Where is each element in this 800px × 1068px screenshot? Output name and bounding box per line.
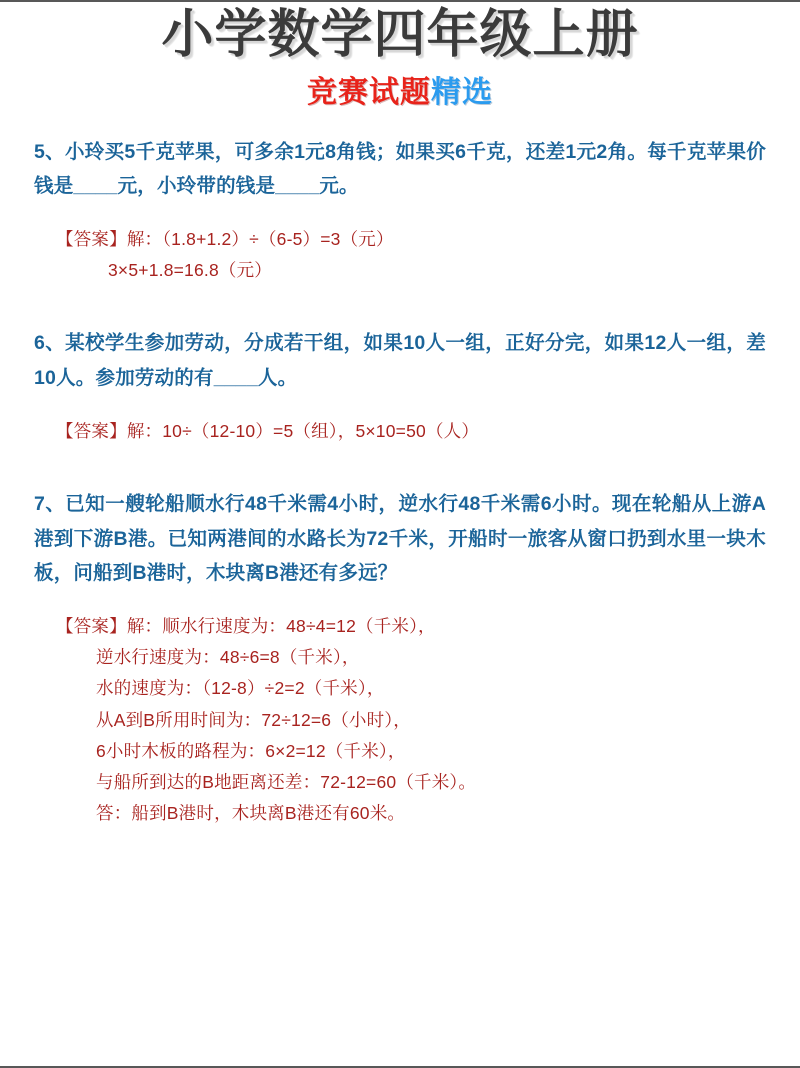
question-block-7 <box>34 487 766 829</box>
spacer <box>34 597 766 611</box>
answer-line-5-2: 3×5+1.8=16.8（元） <box>108 260 273 281</box>
answer-tag-5: 【答案】 <box>56 229 127 250</box>
answer-line-7-3: 水的速度为：（12-8）÷2=2（千米）， <box>96 678 385 699</box>
questions-container <box>0 111 800 829</box>
page-subtitle <box>0 76 800 111</box>
answer-line-7-7: 答：船到B港时，木块离B港还有60米。 <box>96 802 406 823</box>
answer-body-5-1: 解：（1.8+1.2）÷（6-5）=3（元） <box>126 229 394 250</box>
answer-line-6-1 <box>34 416 766 447</box>
question-block-5 <box>34 135 766 287</box>
answer-line-5-1 <box>34 224 766 255</box>
answer-line-7-6: 与船所到达的B地距离还差：72-12=60（千米）。 <box>96 771 477 792</box>
answer-line-7-4: 从A到B所用时间为：72÷12=6（小时）， <box>96 709 411 730</box>
page-title: 小学数学四年级上册 <box>161 5 639 65</box>
spacer <box>34 402 766 416</box>
question-text-7: 7、已知一艘轮船顺水行48千米需4小时，逆水行48千米需6小时。现在轮船从上游A港到下游B港。已知两港间的水路长为72千米，开船时一旅客从窗口扔到水里一块木板，问船到B港时，木块离B港还有多远？ <box>34 492 766 585</box>
spacer <box>34 457 766 487</box>
answer-line-7-5: 6小时木板的路程为：6×2=12（千米）， <box>96 740 406 761</box>
question-block-6 <box>34 326 766 447</box>
answer-body-6-1: 解：10÷（12-10）=5（组），5×10=50（人） <box>126 420 480 441</box>
answer-line-7-1 <box>34 611 766 642</box>
spacer <box>34 296 766 326</box>
spacer <box>34 210 766 224</box>
question-text-5: 5、小玲买5千克苹果，可多余1元8角钱；如果买6千克，还差1元2角。每千克苹果价钱是____元，小玲带的钱是____元。 <box>34 140 766 198</box>
answer-line-7-2: 逆水行速度为：48÷6=8（千米）， <box>96 647 360 668</box>
answer-tag-7: 【答案】 <box>56 616 127 637</box>
answer-tag-6: 【答案】 <box>56 420 127 441</box>
answer-body-7-1: 解：顺水行速度为：48÷4=12（千米）， <box>126 616 436 637</box>
page-header <box>0 2 800 111</box>
subtitle-blue-text: 精选 <box>431 75 493 111</box>
question-text-6: 6、某校学生参加劳动，分成若干组，如果10人一组，正好分完，如果12人一组，差10人。参加劳动的有____人。 <box>34 332 766 390</box>
subtitle-red-text: 竞赛试题 <box>307 75 431 111</box>
